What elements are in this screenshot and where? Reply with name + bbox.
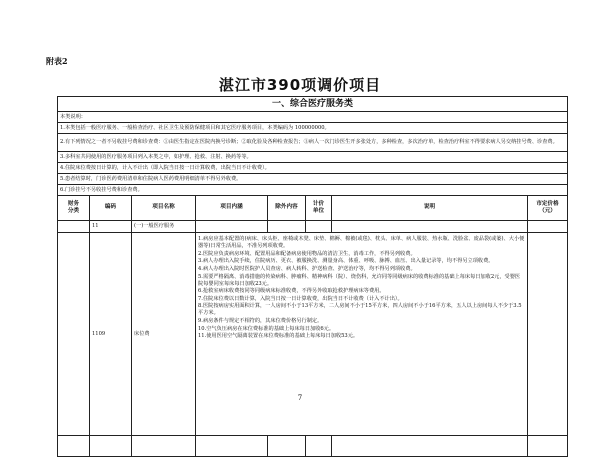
item-code: 1109 — [90, 233, 132, 436]
col-content: 项目内涵 — [196, 196, 268, 221]
rule-line: 9.病房条件与规定不相符的，其床位费价格另行制定。 — [198, 318, 323, 325]
item-name: 床位费 — [132, 233, 196, 436]
category-name: (一)一般医疗服务 — [132, 221, 196, 233]
col-price: 市定价格 （元） — [528, 196, 568, 221]
rule-line: 4.病人办理出入院时医院护人员查房、病人转科、护送检查、护送治疗等，均不得另列项收费。 — [198, 265, 416, 272]
section-header-row — [58, 97, 568, 112]
col-exclusions: 除外内容 — [268, 196, 306, 221]
rule-line: 1.病房应基本配置的(病床、床头柜、座椅或木凳、床垫、棉褥、棉被(或毯)、枕头、床单、病人服装、热水瓶、洗脸盆、废品袋(或篓)、大小便器等)日常生活用品，不准另列项收费。 — [198, 236, 525, 250]
note-row — [58, 152, 568, 163]
column-header-row — [58, 196, 568, 221]
rule-line: 6.抢救室病床收费按同等同级病床标准收费，不得另外收取抢救护理病床等费用。 — [198, 288, 385, 295]
annex-label: 附表2 — [46, 56, 68, 66]
note-row — [58, 123, 568, 134]
col-code: 编码 — [90, 196, 132, 221]
note-text: 6.门诊挂号不另收挂号费和诊查费。 — [58, 185, 568, 196]
col-category: 财务 分类 — [58, 196, 90, 221]
note-text: 5.患者结算时，门诊医药费用清单和住院病人医药费用明细清单不得另外收费。 — [58, 174, 568, 185]
rule-line: 7.住院床位费以日数计算，入院当日按一日计算收费，出院当日不计收费（计入不计出）。 — [198, 295, 403, 302]
rule-line: 8.医院按病房实用面积计算，一人房间不小于13平方米，二人房间不小于15平方米，四人房间不小于16平方米，五人以上房间每人不少于3.5平方米。 — [198, 303, 522, 317]
category-code: 11 — [90, 221, 132, 233]
note-row — [58, 174, 568, 185]
rule-line: 2.医院应负责病房环境、配置用品和配备病房使用物品的清洁卫生，消毒工作，不得另列收费。 — [198, 250, 416, 257]
col-unit: 计价 单位 — [306, 196, 332, 221]
note-text: 本类说明： — [58, 112, 568, 123]
note-text: 4.住院床位费按日计算的，计入不计出（即入院当日按一日计算收费，出院当日不计收费）。 — [58, 163, 568, 174]
rule-line: 11.使用医用空气隔离装置在床位费标准的基础上每床每日加收53元。 — [198, 333, 359, 340]
rule-line: 5.需要严格隔离、消毒措施的传染病科、肿瘤科、精神病科（院）、烧伤科，允许同等同级病床的收费标准的基础上每床每日加收2元，受婴医院每婴同室每床每日加收23元。 — [198, 273, 521, 287]
table-row — [58, 436, 568, 457]
col-name: 项目名称 — [132, 196, 196, 221]
item-rules — [196, 233, 528, 436]
note-row — [58, 134, 568, 152]
note-text: 3.多科室共同使用的医疗服务项目列入本类之中，如护理、抢救、注射、换药等等。 — [58, 152, 568, 163]
note-text: 1.本类包括一般医疗服务、一般检查治疗、社区卫生及预防保健项目和其它医疗服务项目，本类编码为 100000000。 — [58, 123, 568, 134]
note-row — [58, 163, 568, 174]
note-row — [58, 185, 568, 196]
page-number: 7 — [297, 394, 303, 402]
section-title: 一、综合医疗服务类 — [58, 97, 568, 112]
document-title: 湛江市390项调价项目 — [218, 76, 382, 94]
col-description: 说明 — [332, 196, 528, 221]
price-table — [57, 96, 568, 457]
table-row — [58, 233, 568, 436]
rule-line: 3.病人办理出入院手续，住院病历、更衣、被服换洗、测量身高、体重、呼吸、脉搏、血压、出入量记录等，均不得另立项收费。 — [198, 258, 494, 265]
rule-line: 10.空气负压病房在床位费标准的基础上每床每日加收6元。 — [198, 325, 335, 332]
note-row — [58, 112, 568, 123]
note-text: 2.有下列情况之一者不另收挂号费和诊查费：①由医生指定在医院内换号诊断；②取化验及各种检查报告；③病人一次门诊医生开多张处方，多种检查，多次治疗单，检查治疗科室不得要求病人另交纳挂号费、诊查费。 — [58, 134, 568, 152]
category-row — [58, 221, 568, 233]
